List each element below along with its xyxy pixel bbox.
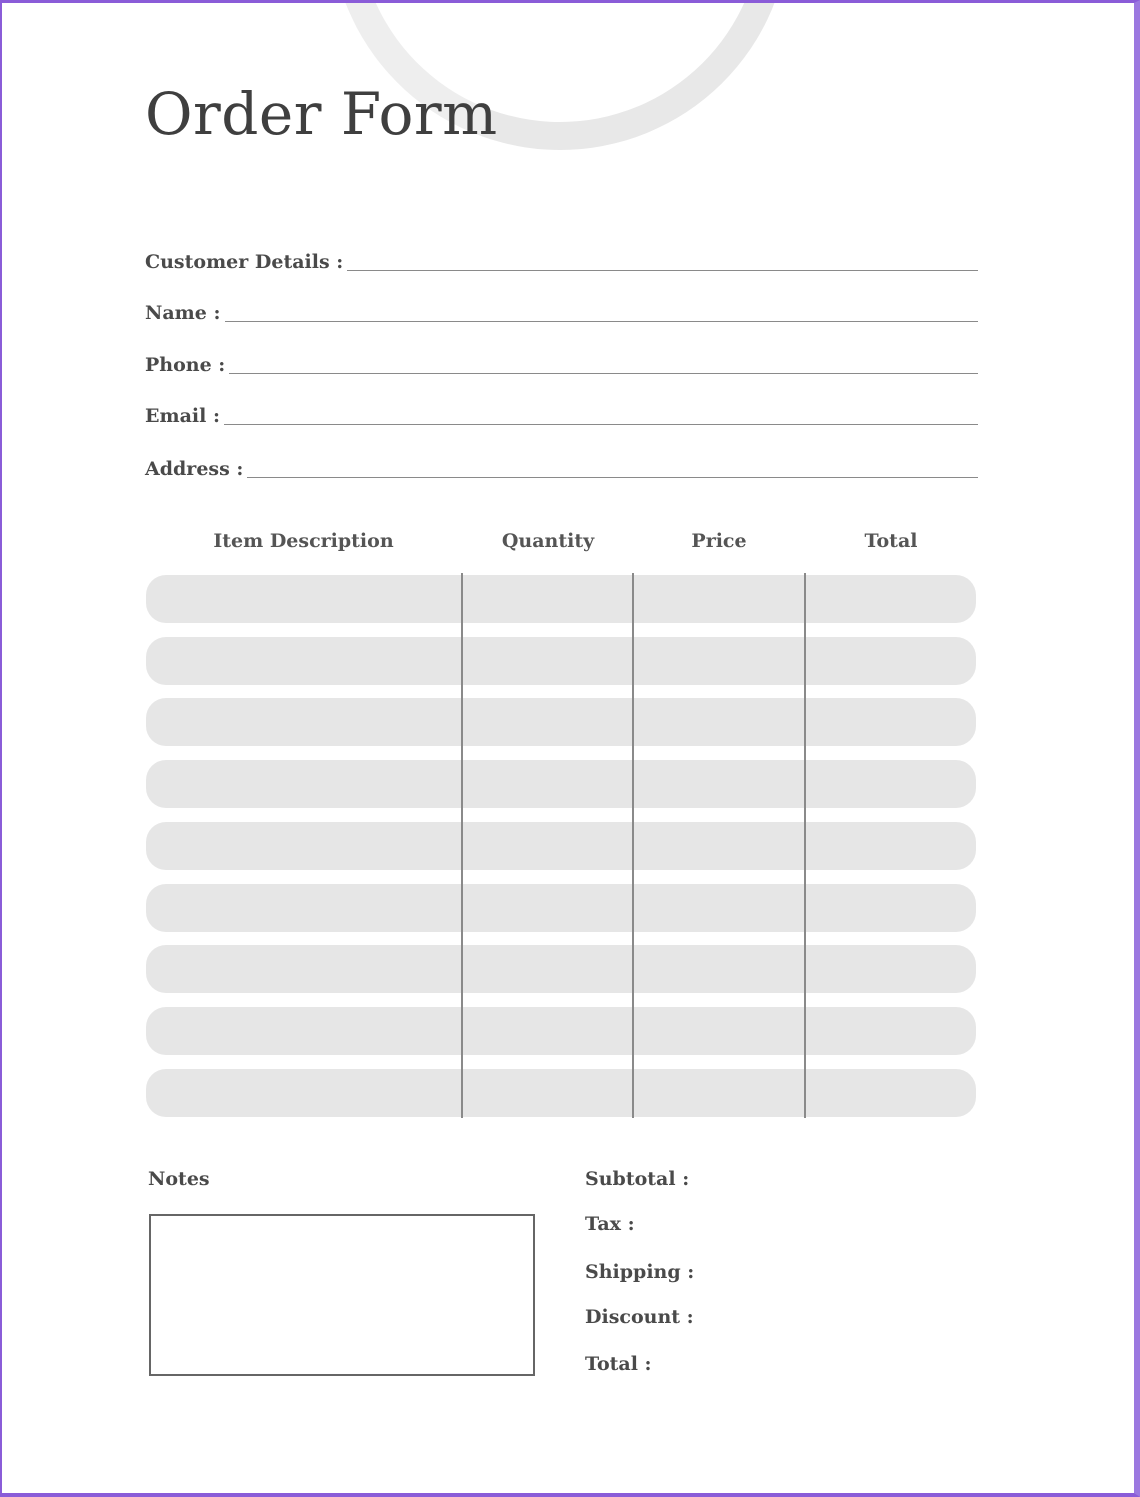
customer-details-line[interactable]	[347, 269, 978, 271]
column-divider	[804, 573, 806, 1118]
email-line[interactable]	[224, 423, 978, 425]
customer-details-label: Customer Details :	[145, 251, 344, 273]
header-price: Price	[691, 530, 747, 552]
table-row[interactable]	[146, 1007, 976, 1055]
address-line[interactable]	[247, 476, 978, 478]
customer-details-field[interactable]	[145, 243, 978, 273]
email-field[interactable]	[145, 397, 978, 427]
tax-label: Tax :	[585, 1213, 635, 1235]
name-field[interactable]	[145, 294, 978, 324]
address-label: Address :	[145, 458, 244, 480]
page-title: Order Form	[145, 80, 498, 148]
notes-box[interactable]	[149, 1214, 535, 1376]
total-label: Total :	[585, 1353, 652, 1375]
table-row[interactable]	[146, 945, 976, 993]
phone-line[interactable]	[229, 372, 978, 374]
subtotal-label: Subtotal :	[585, 1168, 690, 1190]
header-quantity: Quantity	[501, 530, 595, 552]
table-row[interactable]	[146, 760, 976, 808]
shipping-label: Shipping :	[585, 1261, 695, 1283]
table-row[interactable]	[146, 884, 976, 932]
column-divider	[461, 573, 463, 1118]
email-label: Email :	[145, 405, 220, 427]
notes-label: Notes	[148, 1168, 210, 1190]
table-row[interactable]	[146, 1069, 976, 1117]
address-field[interactable]	[145, 450, 978, 480]
phone-label: Phone :	[145, 354, 226, 376]
header-item-description: Item Description	[213, 530, 394, 552]
column-divider	[632, 573, 634, 1118]
name-label: Name :	[145, 302, 221, 324]
phone-field[interactable]	[145, 346, 978, 376]
table-row[interactable]	[146, 575, 976, 623]
name-line[interactable]	[225, 320, 979, 322]
table-row[interactable]	[146, 698, 976, 746]
table-row[interactable]	[146, 822, 976, 870]
discount-label: Discount :	[585, 1306, 694, 1328]
header-total: Total	[864, 530, 918, 552]
table-row[interactable]	[146, 637, 976, 685]
